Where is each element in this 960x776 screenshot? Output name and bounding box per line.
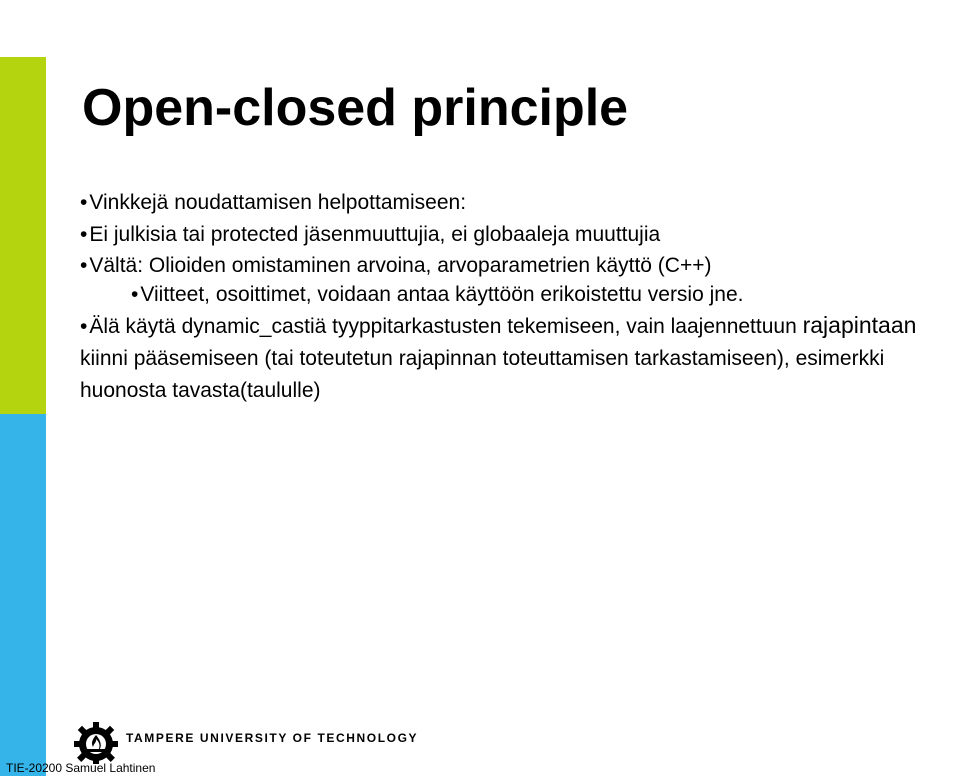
bullet-text-cont: kiinni pääsemiseen (tai toteutetun rajapinnan toteuttamisen tarkastamiseen), esimerkki huonosta tavasta(taululle) (80, 347, 885, 402)
bullet-text: Vinkkejä noudattamisen helpottamiseen: (89, 191, 467, 214)
footer-text: TIE-20200 Samuel Lahtinen (6, 761, 156, 775)
bullet-item (80, 309, 960, 407)
slide-title: Open-closed principle (82, 79, 629, 137)
sub-bullet-item (80, 280, 960, 309)
bullet-marker: • (131, 283, 139, 306)
bullet-text: Ei julkisia tai protected jäsenmuuttujia, ei globaaleja muuttujia (89, 223, 661, 246)
bullet-item (80, 187, 960, 219)
university-name: TAMPERE UNIVERSITY OF TECHNOLOGY (126, 731, 419, 745)
bullet-text-emphasis: rajapintaan (802, 312, 917, 338)
bullet-item (80, 219, 960, 251)
bullet-marker: • (80, 254, 88, 277)
bullet-text: Viitteet, osoittimet, voidaan antaa käyttöön erikoistettu versio jne. (140, 283, 744, 306)
bullet-marker: • (80, 223, 88, 246)
bullet-text: Vältä: Olioiden omistaminen arvoina, arvoparametrien käyttö (C++) (89, 254, 712, 277)
gear-flame-icon (71, 718, 121, 764)
bullet-item (80, 251, 960, 280)
blue-side-bar (0, 414, 46, 776)
bullet-list (80, 187, 960, 407)
bullet-text: Älä käytä dynamic_castiä tyyppitarkastusten tekemiseen, vain laajennettuun (89, 315, 797, 338)
bullet-marker: • (80, 191, 88, 214)
green-side-bar (0, 57, 46, 414)
bullet-marker: • (80, 315, 88, 338)
